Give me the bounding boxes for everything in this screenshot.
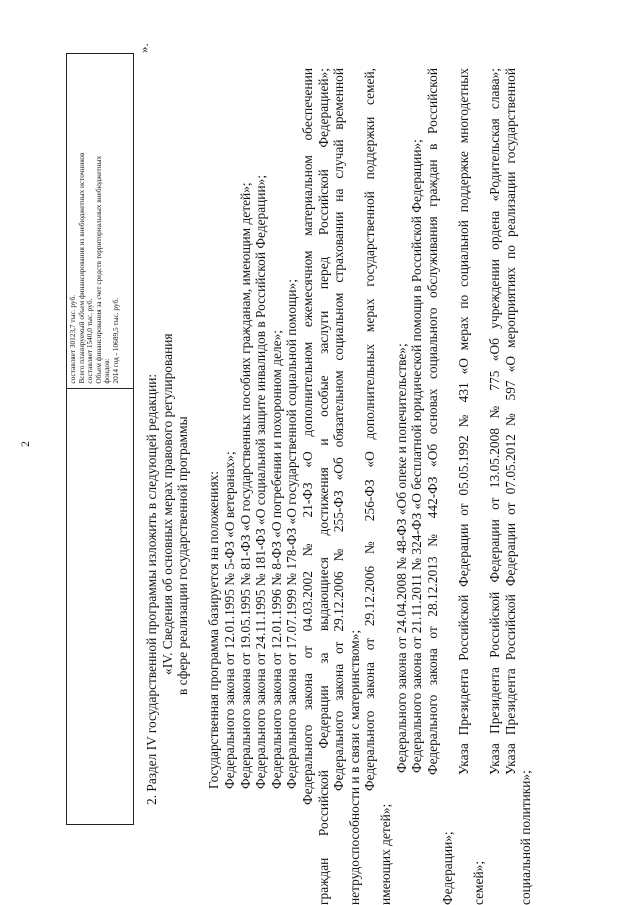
paragraph-line: Федерального закона от 21.11.2011 № 324-ФЗ «О бесплатной юридической помощи в Российской Федерации»; <box>409 139 425 773</box>
paragraph-line: Федерального закона от 17.07.1999 № 178-ФЗ «О государственной социальной помощи»; <box>284 279 300 789</box>
section-intro: 2. Раздел IV государственной программы изложить в следующей редакции: <box>144 373 159 805</box>
section-subheading: в сфере реализации государственной программы <box>175 416 191 695</box>
body-text <box>144 0 534 905</box>
table-line: составляет 30123,7 тыс. руб. <box>68 294 77 384</box>
paragraph-line: нетрудоспособности и в связи с материнством»; <box>346 629 362 905</box>
table-left-cell <box>67 388 133 824</box>
paragraph-line: граждан Российской Федерации за выдающиеся достижения и особые заслуги перед Российской Федерацией»; <box>315 68 331 905</box>
paragraph-line: Федерального закона от 28.12.2013 № 442-ФЗ «Об основах социального обслуживания граждан в Российской <box>424 68 440 775</box>
paragraph-line: Федерального закона от 12.01.1995 № 5-ФЗ «О ветеранах»; <box>221 451 237 789</box>
paragraph-line: Федерального закона от 24.04.2008 № 48-ФЗ «Об опеке и попечительстве»; <box>393 343 409 773</box>
paragraph-line: Федерального закона от 29.12.2006 № 255-ФЗ «Об обязательном социальном страховании на случай временной <box>331 68 347 791</box>
paragraph-line: Федерального закона от 04.03.2002 № 21-ФЗ «О дополнительном ежемесячном материальном обеспечении <box>299 68 315 805</box>
paragraph-line: Федерального закона от 24.11.1995 № 181-ФЗ «О социальной защите инвалидов в Российской Федерации»; <box>253 174 269 789</box>
table-line: составляет 1540,0 тыс. руб. <box>85 298 95 384</box>
table-line: Объем финансирования за счет средств территориальных внебюджетных <box>93 155 103 384</box>
paragraph-line: Указа Президента Российской Федерации от 13.05.2008 № 775 «Об учреждении ордена «Родительская слава»; <box>487 68 503 775</box>
paragraph-line: Указа Президента Российской Федерации от 07.05.2012 № 597 «О мероприятиях по реализации государственной <box>502 68 518 775</box>
table-line: фондов: <box>102 358 112 384</box>
section-heading: «IV. Сведения об основных мерах правового регулирования <box>159 333 175 675</box>
blank-line <box>191 0 207 905</box>
paragraph-line: Федерации»; <box>440 831 456 905</box>
table-line: 2014 год - 10689,5 тыс. руб. <box>110 297 120 384</box>
paragraph-line: Федерального закона от 19.05.1995 № 81-ФЗ «О государственных пособиях гражданам, имеющим детей»; <box>237 182 253 789</box>
table-line: Всего планируемый объем финансирования из внебюджетных источников <box>76 152 86 384</box>
funding-table <box>66 53 134 825</box>
paragraph-line: семей»; <box>471 860 487 905</box>
paragraph-line: имеющих детей»; <box>377 803 393 905</box>
table-right-cell <box>67 54 133 388</box>
paragraph-line: социальной политики»; <box>518 770 534 905</box>
paragraph-line: Федерального закона от 29.12.2006 № 256-ФЗ «О дополнительных мерах государственной поддержки семей, <box>362 68 378 791</box>
paragraph-line: Федерального закона от 12.01.1996 № 8-ФЗ «О погребении и похоронном деле»; <box>268 330 284 789</box>
quote-close: ». <box>136 43 151 53</box>
paragraph-line: Указа Президента Российской Федерации от 05.05.1992 № 431 «О мерах по социальной поддержке многодетных <box>455 68 471 775</box>
paragraph-line: Государственная программа базируется на положениях: <box>206 470 222 789</box>
page-number: 2 <box>18 441 32 447</box>
